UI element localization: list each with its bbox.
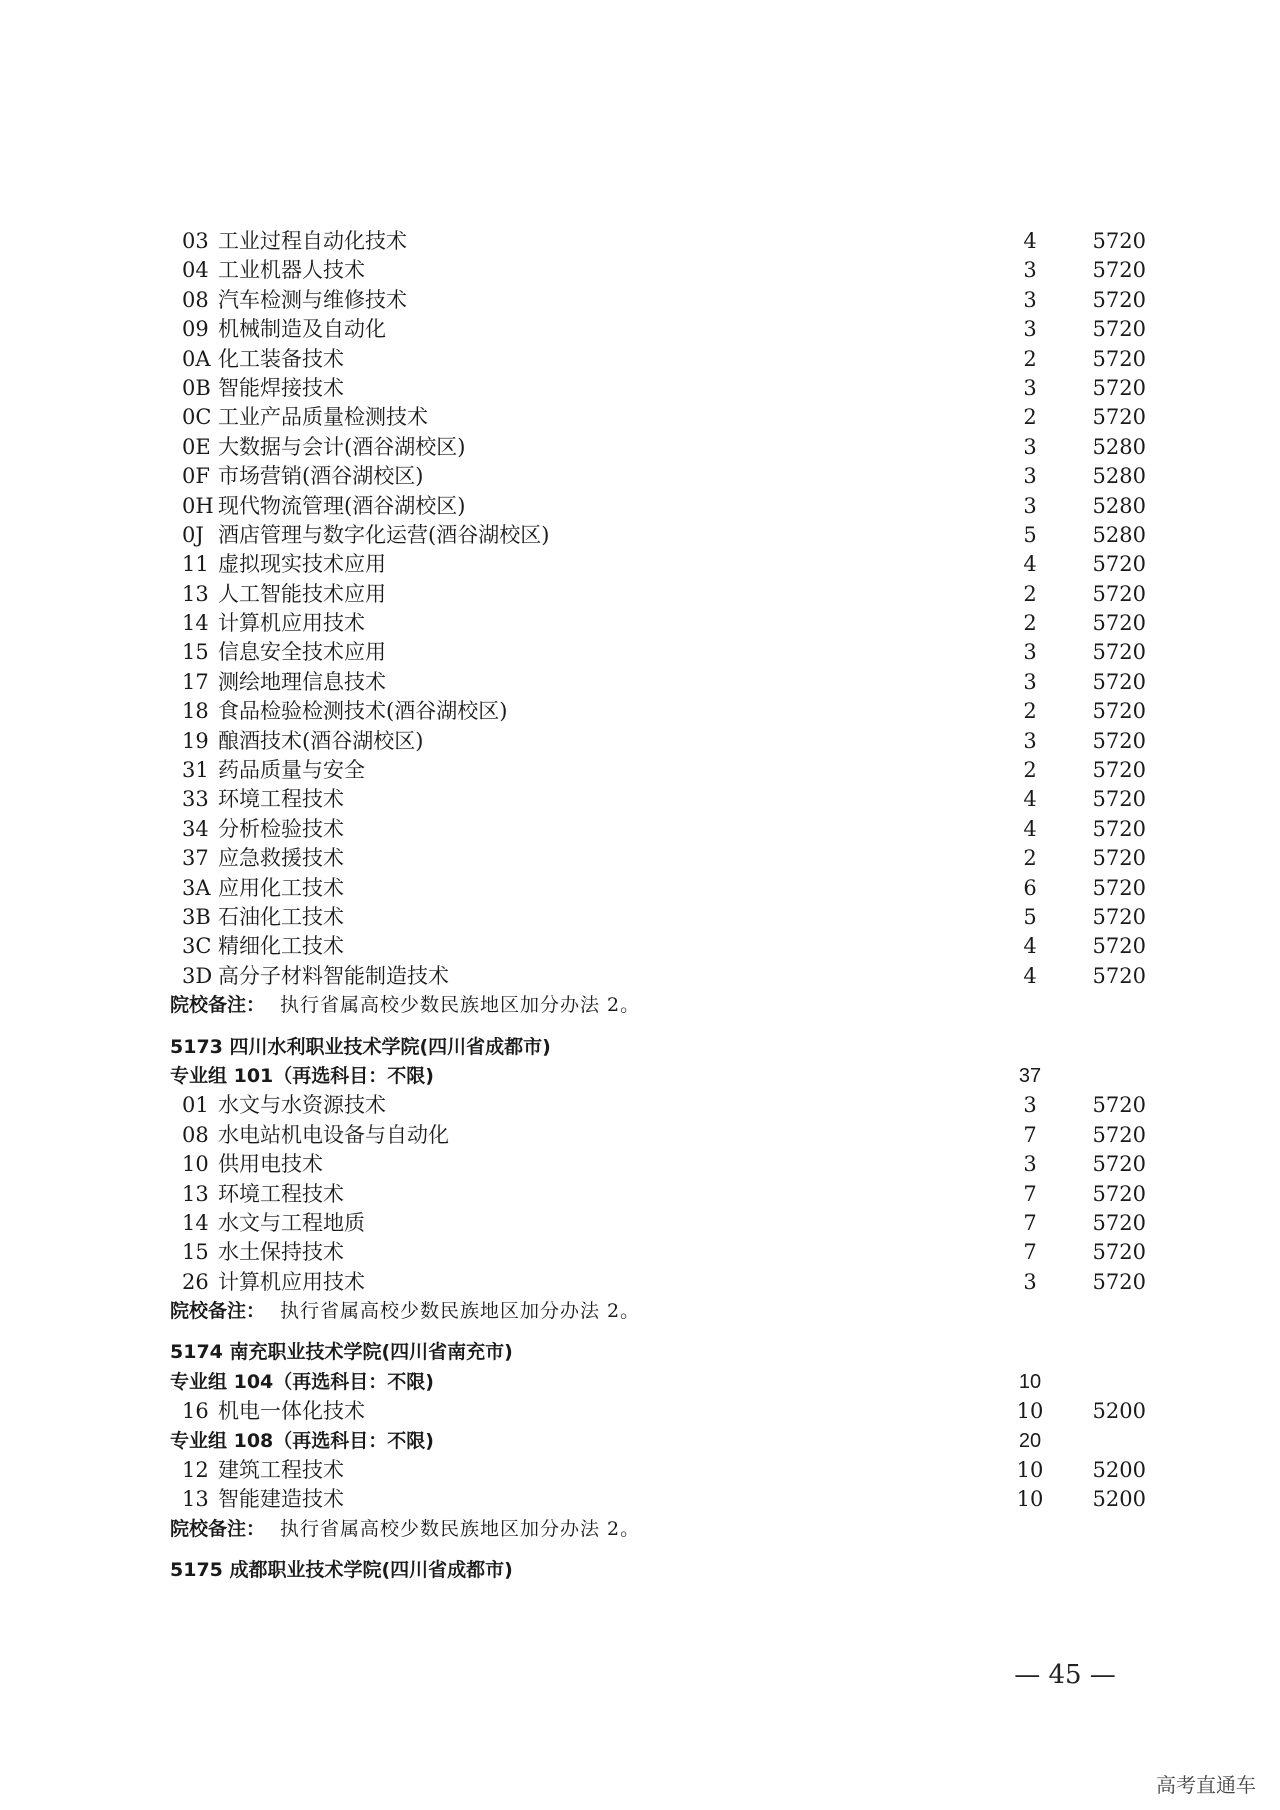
major-tuition: 5720 bbox=[1092, 375, 1146, 400]
major-name: 机电一体化技术 bbox=[218, 1399, 365, 1424]
school-title: 5173 四川水利职业技术学院(四川省成都市) bbox=[170, 1035, 551, 1058]
major-code: 15 bbox=[182, 1240, 209, 1265]
major-row bbox=[170, 580, 1146, 609]
major-plan-count: 3 bbox=[1023, 287, 1037, 312]
major-row bbox=[170, 492, 1146, 521]
major-plan-count: 2 bbox=[1023, 581, 1037, 606]
major-name: 市场营销(酒谷湖校区) bbox=[218, 464, 424, 489]
major-tuition: 5720 bbox=[1092, 816, 1146, 841]
major-name: 人工智能技术应用 bbox=[218, 581, 386, 606]
major-plan-count: 2 bbox=[1023, 611, 1037, 636]
major-row bbox=[170, 462, 1146, 491]
major-code: 17 bbox=[182, 669, 209, 694]
major-code: 14 bbox=[182, 1210, 209, 1235]
major-tuition: 5720 bbox=[1092, 1240, 1146, 1265]
school-title: 5175 成都职业技术学院(四川省成都市) bbox=[170, 1559, 513, 1582]
major-tuition: 5720 bbox=[1092, 1269, 1146, 1294]
major-plan-count: 3 bbox=[1023, 728, 1037, 753]
major-plan-count: 3 bbox=[1023, 669, 1037, 694]
enrollment-plan-list bbox=[170, 227, 1146, 1586]
major-plan-count: 2 bbox=[1023, 758, 1037, 783]
major-name: 药品质量与安全 bbox=[218, 758, 365, 783]
major-plan-count: 4 bbox=[1023, 934, 1037, 959]
major-name: 供用电技术 bbox=[218, 1152, 323, 1177]
major-name: 信息安全技术应用 bbox=[218, 640, 386, 665]
major-row bbox=[170, 1150, 1146, 1179]
major-plan-count: 6 bbox=[1023, 875, 1037, 900]
major-name: 水文与水资源技术 bbox=[218, 1093, 386, 1118]
major-tuition: 5280 bbox=[1092, 464, 1146, 489]
major-code: 15 bbox=[182, 640, 209, 665]
major-code: 26 bbox=[182, 1269, 209, 1294]
school-note-label: 院校备注： bbox=[170, 994, 266, 1017]
major-code: 16 bbox=[182, 1399, 209, 1424]
major-group-header bbox=[170, 1368, 1130, 1397]
major-tuition: 5720 bbox=[1092, 405, 1146, 430]
major-plan-count: 10 bbox=[1016, 1399, 1044, 1424]
major-tuition: 5720 bbox=[1092, 699, 1146, 724]
major-row bbox=[170, 609, 1146, 638]
major-name: 水土保持技术 bbox=[218, 1240, 344, 1265]
major-name: 智能焊接技术 bbox=[218, 375, 344, 400]
major-code: 0H bbox=[182, 493, 214, 518]
major-plan-count: 10 bbox=[1016, 1458, 1044, 1483]
major-name: 高分子材料智能制造技术 bbox=[218, 963, 449, 988]
major-tuition: 5720 bbox=[1092, 758, 1146, 783]
school-note bbox=[170, 991, 1130, 1020]
major-plan-count: 7 bbox=[1023, 1122, 1037, 1147]
major-tuition: 5200 bbox=[1092, 1399, 1146, 1424]
major-tuition: 5720 bbox=[1092, 346, 1146, 371]
school-note bbox=[170, 1515, 1130, 1544]
major-plan-count: 3 bbox=[1023, 640, 1037, 665]
major-name: 虚拟现实技术应用 bbox=[218, 552, 386, 577]
major-name: 测绘地理信息技术 bbox=[218, 669, 386, 694]
major-group-title: 专业组 104（再选科目：不限) bbox=[170, 1370, 434, 1393]
major-name: 水电站机电设备与自动化 bbox=[218, 1122, 449, 1147]
major-tuition: 5720 bbox=[1092, 581, 1146, 606]
major-tuition: 5720 bbox=[1092, 317, 1146, 342]
major-row bbox=[170, 345, 1146, 374]
major-code: 10 bbox=[182, 1152, 209, 1177]
major-code: 01 bbox=[182, 1093, 209, 1118]
major-tuition: 5280 bbox=[1092, 434, 1146, 459]
major-plan-count: 4 bbox=[1023, 552, 1037, 577]
major-plan-count: 4 bbox=[1023, 963, 1037, 988]
major-tuition: 5280 bbox=[1092, 522, 1146, 547]
major-tuition: 5280 bbox=[1092, 493, 1146, 518]
major-name: 工业机器人技术 bbox=[218, 258, 365, 283]
major-tuition: 5720 bbox=[1092, 963, 1146, 988]
major-group-title: 专业组 101（再选科目：不限) bbox=[170, 1064, 434, 1087]
watermark: 高考直通车 bbox=[1156, 1773, 1256, 1797]
major-name: 应急救援技术 bbox=[218, 846, 344, 871]
school-header bbox=[170, 1556, 1130, 1585]
major-name: 环境工程技术 bbox=[218, 787, 344, 812]
major-code: 19 bbox=[182, 728, 209, 753]
major-code: 11 bbox=[182, 552, 209, 577]
major-plan-count: 10 bbox=[1016, 1487, 1044, 1512]
major-plan-count: 5 bbox=[1023, 904, 1037, 929]
major-group-header bbox=[170, 1062, 1130, 1091]
major-plan-count: 3 bbox=[1023, 317, 1037, 342]
major-row bbox=[170, 1238, 1146, 1267]
major-tuition: 5720 bbox=[1092, 846, 1146, 871]
major-tuition: 5720 bbox=[1092, 904, 1146, 929]
major-code: 08 bbox=[182, 1122, 209, 1147]
major-row bbox=[170, 1180, 1146, 1209]
major-row bbox=[170, 815, 1146, 844]
major-tuition: 5200 bbox=[1092, 1487, 1146, 1512]
major-row bbox=[170, 727, 1146, 756]
major-row bbox=[170, 1456, 1146, 1485]
major-code: 13 bbox=[182, 581, 209, 606]
major-row bbox=[170, 256, 1146, 285]
major-name: 应用化工技术 bbox=[218, 875, 344, 900]
major-tuition: 5720 bbox=[1092, 1093, 1146, 1118]
major-tuition: 5720 bbox=[1092, 229, 1146, 253]
major-group-count: 20 bbox=[1018, 1429, 1042, 1452]
major-code: 3A bbox=[182, 875, 211, 900]
major-tuition: 5200 bbox=[1092, 1458, 1146, 1483]
major-code: 12 bbox=[182, 1458, 209, 1483]
major-name: 石油化工技术 bbox=[218, 904, 344, 929]
school-note-label: 院校备注： bbox=[170, 1517, 266, 1540]
major-tuition: 5720 bbox=[1092, 875, 1146, 900]
major-row bbox=[170, 1268, 1146, 1297]
major-plan-count: 2 bbox=[1023, 346, 1037, 371]
major-name: 汽车检测与维修技术 bbox=[218, 287, 407, 312]
major-row bbox=[170, 638, 1146, 667]
major-plan-count: 3 bbox=[1023, 1093, 1037, 1118]
major-plan-count: 3 bbox=[1023, 258, 1037, 283]
major-tuition: 5720 bbox=[1092, 728, 1146, 753]
major-plan-count: 3 bbox=[1023, 434, 1037, 459]
page-number: — 45 — bbox=[1014, 1660, 1116, 1690]
major-code: 31 bbox=[182, 758, 209, 783]
major-row bbox=[170, 550, 1146, 579]
major-name: 工业产品质量检测技术 bbox=[218, 405, 428, 430]
major-tuition: 5720 bbox=[1092, 1210, 1146, 1235]
major-row bbox=[170, 1121, 1146, 1150]
major-name: 工业过程自动化技术 bbox=[218, 229, 407, 253]
major-name: 机械制造及自动化 bbox=[218, 317, 386, 342]
major-row bbox=[170, 874, 1146, 903]
major-name: 水文与工程地质 bbox=[218, 1210, 365, 1235]
major-code: 04 bbox=[182, 258, 209, 283]
major-name: 环境工程技术 bbox=[218, 1181, 344, 1206]
major-code: 0A bbox=[182, 346, 211, 371]
major-plan-count: 2 bbox=[1023, 405, 1037, 430]
major-name: 精细化工技术 bbox=[218, 934, 344, 959]
major-code: 18 bbox=[182, 699, 209, 724]
major-row bbox=[170, 903, 1146, 932]
major-row bbox=[170, 668, 1146, 697]
major-code: 0B bbox=[182, 375, 211, 400]
major-plan-count: 4 bbox=[1023, 787, 1037, 812]
major-name: 化工装备技术 bbox=[218, 346, 344, 371]
major-name: 智能建造技术 bbox=[218, 1487, 344, 1512]
major-code: 34 bbox=[182, 816, 209, 841]
major-tuition: 5720 bbox=[1092, 934, 1146, 959]
school-title: 5174 南充职业技术学院(四川省南充市) bbox=[170, 1341, 513, 1364]
major-tuition: 5720 bbox=[1092, 787, 1146, 812]
major-plan-count: 2 bbox=[1023, 846, 1037, 871]
major-row bbox=[170, 374, 1146, 403]
major-code: 0F bbox=[182, 464, 210, 489]
major-row bbox=[170, 697, 1146, 726]
major-plan-count: 3 bbox=[1023, 1269, 1037, 1294]
major-name: 现代物流管理(酒谷湖校区) bbox=[218, 493, 466, 518]
major-group-count: 37 bbox=[1018, 1064, 1042, 1087]
major-row bbox=[170, 1091, 1146, 1120]
major-name: 建筑工程技术 bbox=[218, 1458, 344, 1483]
major-row bbox=[170, 1397, 1146, 1426]
school-note-text: 执行省属高校少数民族地区加分办法 2。 bbox=[280, 1517, 641, 1540]
major-row bbox=[170, 521, 1146, 550]
major-code: 13 bbox=[182, 1487, 209, 1512]
major-tuition: 5720 bbox=[1092, 669, 1146, 694]
major-code: 3D bbox=[182, 963, 213, 988]
major-tuition: 5720 bbox=[1092, 258, 1146, 283]
major-name: 计算机应用技术 bbox=[218, 611, 365, 636]
major-code: 37 bbox=[182, 846, 209, 871]
major-row bbox=[170, 286, 1146, 315]
major-group-header bbox=[170, 1427, 1130, 1456]
major-plan-count: 5 bbox=[1023, 522, 1037, 547]
major-group-title: 专业组 108（再选科目：不限) bbox=[170, 1429, 434, 1452]
major-code: 09 bbox=[182, 317, 209, 342]
major-row bbox=[170, 785, 1146, 814]
major-code: 08 bbox=[182, 287, 209, 312]
major-code: 0C bbox=[182, 405, 212, 430]
major-plan-count: 7 bbox=[1023, 1240, 1037, 1265]
major-plan-count: 3 bbox=[1023, 464, 1037, 489]
major-row bbox=[170, 844, 1146, 873]
major-name: 计算机应用技术 bbox=[218, 1269, 365, 1294]
major-code: 13 bbox=[182, 1181, 209, 1206]
major-plan-count: 4 bbox=[1023, 816, 1037, 841]
major-plan-count: 7 bbox=[1023, 1181, 1037, 1206]
major-code: 33 bbox=[182, 787, 209, 812]
major-row bbox=[170, 932, 1146, 961]
major-code: 0E bbox=[182, 434, 211, 459]
major-code: 03 bbox=[182, 229, 209, 253]
major-name: 大数据与会计(酒谷湖校区) bbox=[218, 434, 466, 459]
major-plan-count: 2 bbox=[1023, 699, 1037, 724]
major-row bbox=[170, 962, 1146, 991]
major-code: 3C bbox=[182, 934, 212, 959]
major-name: 酿酒技术(酒谷湖校区) bbox=[218, 728, 424, 753]
major-plan-count: 4 bbox=[1023, 229, 1037, 253]
major-tuition: 5720 bbox=[1092, 1152, 1146, 1177]
major-name: 食品检验检测技术(酒谷湖校区) bbox=[218, 699, 508, 724]
major-tuition: 5720 bbox=[1092, 611, 1146, 636]
major-tuition: 5720 bbox=[1092, 287, 1146, 312]
major-row bbox=[170, 1209, 1146, 1238]
major-row bbox=[170, 756, 1146, 785]
major-row bbox=[170, 433, 1146, 462]
school-note bbox=[170, 1297, 1130, 1326]
major-tuition: 5720 bbox=[1092, 1122, 1146, 1147]
major-name: 分析检验技术 bbox=[218, 816, 344, 841]
major-row bbox=[170, 1485, 1146, 1514]
major-row bbox=[170, 403, 1146, 432]
major-plan-count: 7 bbox=[1023, 1210, 1037, 1235]
major-plan-count: 3 bbox=[1023, 493, 1037, 518]
major-code: 14 bbox=[182, 611, 209, 636]
major-tuition: 5720 bbox=[1092, 640, 1146, 665]
major-tuition: 5720 bbox=[1092, 552, 1146, 577]
school-header bbox=[170, 1338, 1130, 1367]
major-row bbox=[170, 227, 1146, 256]
major-group-count: 10 bbox=[1018, 1370, 1042, 1393]
school-note-text: 执行省属高校少数民族地区加分办法 2。 bbox=[280, 1300, 641, 1323]
major-row bbox=[170, 315, 1146, 344]
major-tuition: 5720 bbox=[1092, 1181, 1146, 1206]
major-plan-count: 3 bbox=[1023, 375, 1037, 400]
school-note-text: 执行省属高校少数民族地区加分办法 2。 bbox=[280, 994, 641, 1017]
major-code: 3B bbox=[182, 904, 211, 929]
major-code: 0J bbox=[182, 522, 204, 547]
school-note-label: 院校备注： bbox=[170, 1300, 266, 1323]
major-name: 酒店管理与数字化运营(酒谷湖校区) bbox=[218, 522, 550, 547]
school-header bbox=[170, 1033, 1130, 1062]
major-plan-count: 3 bbox=[1023, 1152, 1037, 1177]
